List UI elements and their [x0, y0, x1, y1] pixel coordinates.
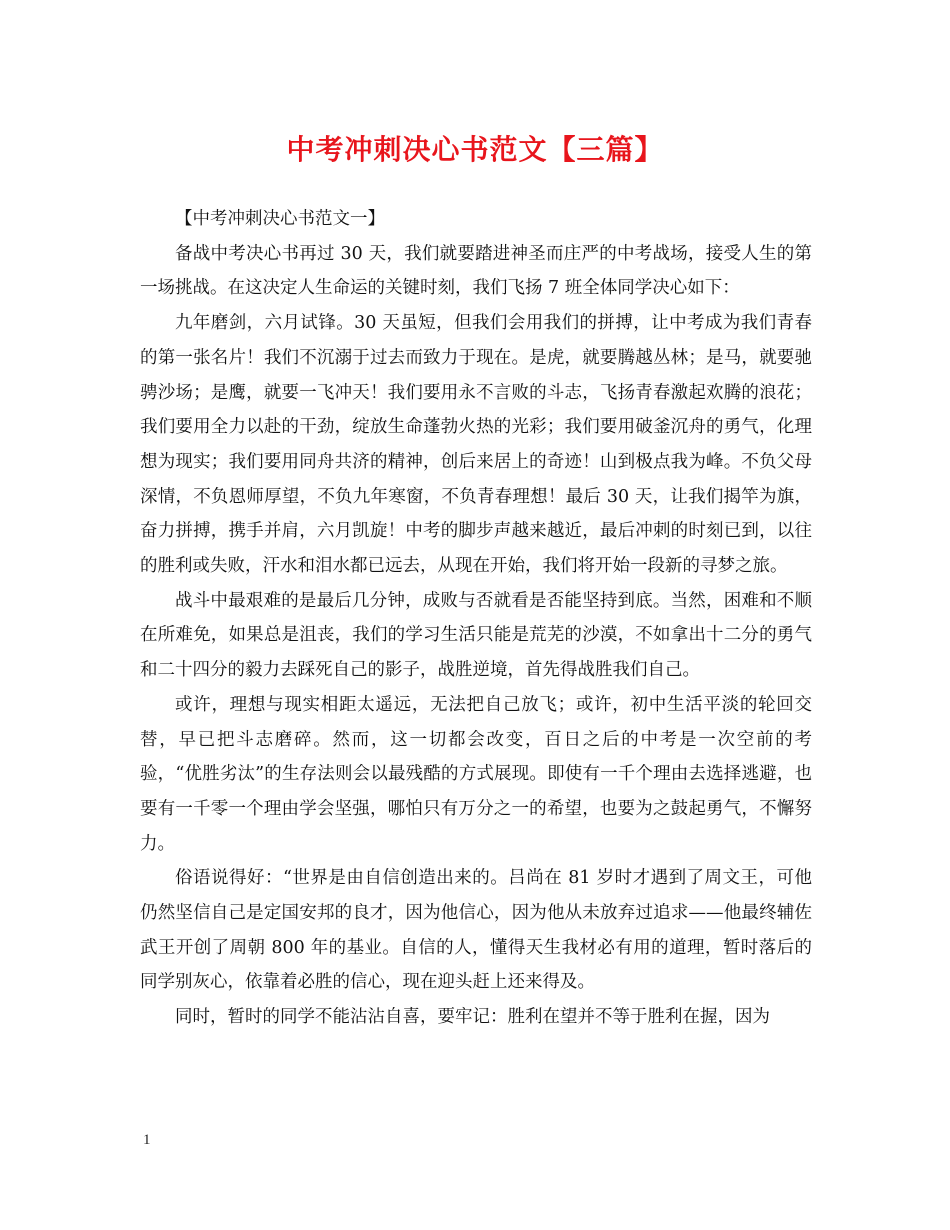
paragraph: 备战中考决心书再过 30 天，我们就要踏进神圣而庄严的中考战场，接受人生的第一场挑战。在这决定人生命运的关键时刻，我们飞扬 7 班全体同学决心如下： [140, 243, 812, 299]
document-title: 中考冲刺决心书范文【三篇】 [286, 133, 664, 166]
paragraph: 战斗中最艰难的是最后几分钟，成败与否就看是否能坚持到底。当然，困难和不顺在所难免，如果总是沮丧，我们的学习生活只能是荒芜的沙漠，不如拿出十二分的勇气和二十四分的毅力去踩死自己的影子，战胜逆境，首先得战胜我们自己。 [140, 590, 812, 681]
paragraph: 同时，暂时的同学不能沾沾自喜，要牢记：胜利在望并不等于胜利在握，因为 [175, 1007, 770, 1028]
document-body [140, 202, 812, 1035]
paragraph: 俗语说得好：“世界是由自信创造出来的。吕尚在 81 岁时才遇到了周文王，可他仍然坚信自己是定国安邦的良才，因为他信心，因为他从未放弃过追求——他最终辅佐武王开创了周朝 800 年的基业。自信的人，懂得天生我材必有用的道理，暂时落后的同学别灰心，依靠着必胜的信心，现在迎头赶上还来得及。 [140, 868, 812, 993]
paragraph: 九年磨剑，六月试锋。30 天虽短，但我们会用我们的拼搏，让中考成为我们青春的第一张名片！我们不沉溺于过去而致力于现在。是虎，就要腾越丛林；是马，就要驰骋沙场；是鹰，就要一飞冲天！我们要用永不言败的斗志，飞扬青春激起欢腾的浪花；我们要用全力以赴的干劲，绽放生命蓬勃火热的光彩；我们要用破釜沉舟的勇气，化理想为现实；我们要用同舟共济的精神，创后来居上的奇迹！山到极点我为峰。不负父母深情，不负恩师厚望，不负九年寒窗，不负青春理想！最后 30 天，让我们揭竿为旗，奋力拼搏，携手并肩，六月凯旋！中考的脚步声越来越近，最后冲刺的时刻已到，以往的胜利或失败，汗水和泪水都已远去，从现在开始，我们将开始一段新的寻梦之旅。 [140, 313, 812, 577]
page-number: 1 [143, 1132, 151, 1148]
paragraph: 或许，理想与现实相距太遥远，无法把自己放飞；或许，初中生活平淡的轮回交替，早已把斗志磨碎。然而，这一切都会改变，百日之后的中考是一次空前的考验，“优胜劣汰”的生存法则会以最残酷的方式展现。即使有一千个理由去选择逃避，也要有一千零一个理由学会坚强，哪怕只有万分之一的希望，也要为之鼓起勇气，不懈努力。 [140, 694, 812, 854]
section-heading: 【中考冲刺决心书范文一】 [175, 209, 385, 229]
